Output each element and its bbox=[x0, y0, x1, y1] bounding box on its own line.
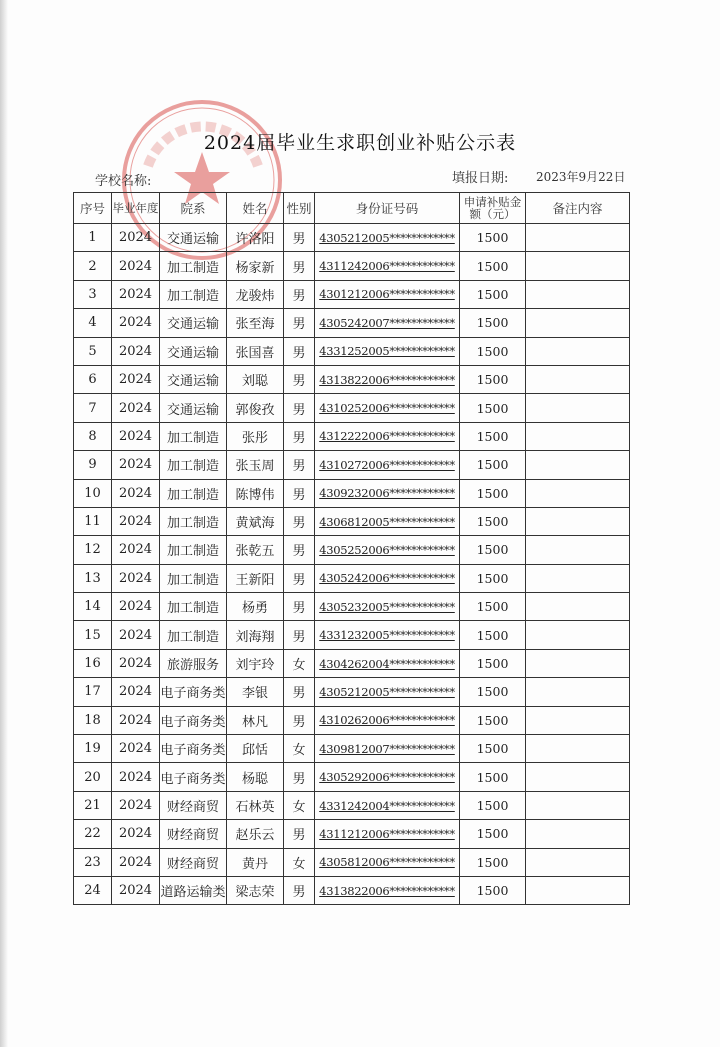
cell-name: 张彤 bbox=[227, 422, 284, 450]
cell-amount: 1500 bbox=[460, 876, 526, 904]
table-row bbox=[74, 649, 630, 677]
cell-amount: 1500 bbox=[460, 706, 526, 734]
cell-name: 许洛阳 bbox=[227, 224, 284, 252]
cell-no: 21 bbox=[74, 791, 112, 819]
cell-gender: 男 bbox=[284, 536, 315, 564]
table-row bbox=[74, 564, 630, 592]
table-header-row bbox=[74, 193, 630, 224]
cell-name: 林凡 bbox=[227, 706, 284, 734]
cell-id-number: 4305212005************ bbox=[315, 224, 460, 252]
cell-id-number: 4331242004************ bbox=[315, 791, 460, 819]
cell-dept: 加工制造 bbox=[160, 422, 227, 450]
cell-note bbox=[526, 593, 630, 621]
cell-note bbox=[526, 479, 630, 507]
cell-name: 石林英 bbox=[227, 791, 284, 819]
cell-amount: 1500 bbox=[460, 536, 526, 564]
cell-amount: 1500 bbox=[460, 479, 526, 507]
cell-id-number: 4313822006************ bbox=[315, 876, 460, 904]
cell-name: 杨聪 bbox=[227, 763, 284, 791]
cell-name: 张乾五 bbox=[227, 536, 284, 564]
cell-name: 王新阳 bbox=[227, 564, 284, 592]
cell-note bbox=[526, 422, 630, 450]
cell-no: 15 bbox=[74, 621, 112, 649]
cell-year: 2024 bbox=[112, 252, 160, 280]
cell-gender: 男 bbox=[284, 621, 315, 649]
cell-gender: 男 bbox=[284, 593, 315, 621]
cell-year: 2024 bbox=[112, 479, 160, 507]
cell-id-number: 4309812007************ bbox=[315, 735, 460, 763]
table-row bbox=[74, 422, 630, 450]
cell-dept: 加工制造 bbox=[160, 252, 227, 280]
cell-name: 张国喜 bbox=[227, 337, 284, 365]
cell-amount: 1500 bbox=[460, 791, 526, 819]
cell-gender: 男 bbox=[284, 763, 315, 791]
cell-dept: 道路运输类 bbox=[160, 876, 227, 904]
header-amount: 申请补贴金额（元） bbox=[460, 193, 526, 224]
cell-id-number: 4306812005************ bbox=[315, 507, 460, 535]
cell-year: 2024 bbox=[112, 848, 160, 876]
table-row bbox=[74, 507, 630, 535]
cell-gender: 男 bbox=[284, 507, 315, 535]
cell-note bbox=[526, 394, 630, 422]
cell-gender: 女 bbox=[284, 848, 315, 876]
cell-id-number: 4313822006************ bbox=[315, 365, 460, 393]
header-dept: 院系 bbox=[160, 193, 227, 224]
cell-id-number: 4305292006************ bbox=[315, 763, 460, 791]
cell-note bbox=[526, 649, 630, 677]
cell-no: 24 bbox=[74, 876, 112, 904]
cell-year: 2024 bbox=[112, 309, 160, 337]
cell-gender: 男 bbox=[284, 252, 315, 280]
cell-amount: 1500 bbox=[460, 252, 526, 280]
cell-gender: 男 bbox=[284, 820, 315, 848]
cell-name: 杨勇 bbox=[227, 593, 284, 621]
table-row bbox=[74, 365, 630, 393]
cell-note bbox=[526, 763, 630, 791]
cell-dept: 财经商贸 bbox=[160, 791, 227, 819]
cell-note bbox=[526, 507, 630, 535]
cell-year: 2024 bbox=[112, 365, 160, 393]
table-row bbox=[74, 706, 630, 734]
cell-amount: 1500 bbox=[460, 451, 526, 479]
cell-note bbox=[526, 791, 630, 819]
cell-year: 2024 bbox=[112, 593, 160, 621]
cell-name: 黄斌海 bbox=[227, 507, 284, 535]
cell-note bbox=[526, 848, 630, 876]
cell-name: 张至海 bbox=[227, 309, 284, 337]
cell-year: 2024 bbox=[112, 224, 160, 252]
cell-year: 2024 bbox=[112, 820, 160, 848]
cell-amount: 1500 bbox=[460, 337, 526, 365]
cell-dept: 加工制造 bbox=[160, 593, 227, 621]
cell-amount: 1500 bbox=[460, 621, 526, 649]
header-id-number: 身份证号码 bbox=[315, 193, 460, 224]
cell-no: 18 bbox=[74, 706, 112, 734]
cell-dept: 财经商贸 bbox=[160, 820, 227, 848]
cell-amount: 1500 bbox=[460, 763, 526, 791]
cell-gender: 男 bbox=[284, 564, 315, 592]
cell-dept: 加工制造 bbox=[160, 280, 227, 308]
table-row bbox=[74, 621, 630, 649]
cell-note bbox=[526, 280, 630, 308]
cell-name: 陈博伟 bbox=[227, 479, 284, 507]
cell-amount: 1500 bbox=[460, 394, 526, 422]
cell-year: 2024 bbox=[112, 706, 160, 734]
cell-dept: 电子商务类 bbox=[160, 706, 227, 734]
school-name-label: 学校名称: bbox=[95, 174, 152, 189]
cell-gender: 女 bbox=[284, 791, 315, 819]
cell-gender: 女 bbox=[284, 735, 315, 763]
cell-id-number: 4305242007************ bbox=[315, 309, 460, 337]
cell-no: 22 bbox=[74, 820, 112, 848]
cell-no: 20 bbox=[74, 763, 112, 791]
cell-dept: 交通运输 bbox=[160, 394, 227, 422]
cell-year: 2024 bbox=[112, 507, 160, 535]
cell-gender: 男 bbox=[284, 876, 315, 904]
table-row bbox=[74, 763, 630, 791]
cell-year: 2024 bbox=[112, 649, 160, 677]
table-row bbox=[74, 848, 630, 876]
cell-note bbox=[526, 564, 630, 592]
cell-no: 3 bbox=[74, 280, 112, 308]
cell-note bbox=[526, 224, 630, 252]
header-name: 姓名 bbox=[227, 193, 284, 224]
table-row bbox=[74, 337, 630, 365]
cell-gender: 男 bbox=[284, 365, 315, 393]
cell-note bbox=[526, 309, 630, 337]
subsidy-roster-table bbox=[73, 192, 630, 905]
scan-edge-shadow bbox=[0, 0, 8, 1047]
cell-no: 6 bbox=[74, 365, 112, 393]
table-row bbox=[74, 593, 630, 621]
fill-date-label: 填报日期: bbox=[452, 171, 509, 186]
cell-no: 19 bbox=[74, 735, 112, 763]
cell-year: 2024 bbox=[112, 337, 160, 365]
cell-id-number: 4331232005************ bbox=[315, 621, 460, 649]
cell-note bbox=[526, 621, 630, 649]
cell-gender: 男 bbox=[284, 451, 315, 479]
cell-name: 刘聪 bbox=[227, 365, 284, 393]
table-row bbox=[74, 451, 630, 479]
cell-gender: 男 bbox=[284, 394, 315, 422]
cell-no: 14 bbox=[74, 593, 112, 621]
cell-note bbox=[526, 820, 630, 848]
cell-no: 13 bbox=[74, 564, 112, 592]
cell-no: 10 bbox=[74, 479, 112, 507]
cell-no: 8 bbox=[74, 422, 112, 450]
table-row bbox=[74, 224, 630, 252]
cell-no: 11 bbox=[74, 507, 112, 535]
cell-id-number: 4305212005************ bbox=[315, 678, 460, 706]
cell-no: 16 bbox=[74, 649, 112, 677]
cell-dept: 加工制造 bbox=[160, 621, 227, 649]
cell-note bbox=[526, 252, 630, 280]
cell-gender: 女 bbox=[284, 649, 315, 677]
cell-amount: 1500 bbox=[460, 564, 526, 592]
table-row bbox=[74, 280, 630, 308]
cell-no: 23 bbox=[74, 848, 112, 876]
cell-dept: 交通运输 bbox=[160, 224, 227, 252]
cell-gender: 男 bbox=[284, 224, 315, 252]
cell-id-number: 4310262006************ bbox=[315, 706, 460, 734]
cell-year: 2024 bbox=[112, 763, 160, 791]
cell-year: 2024 bbox=[112, 280, 160, 308]
cell-dept: 旅游服务 bbox=[160, 649, 227, 677]
header-year: 毕业年度 bbox=[112, 193, 160, 224]
cell-dept: 电子商务类 bbox=[160, 678, 227, 706]
cell-amount: 1500 bbox=[460, 735, 526, 763]
cell-year: 2024 bbox=[112, 394, 160, 422]
cell-amount: 1500 bbox=[460, 422, 526, 450]
cell-year: 2024 bbox=[112, 678, 160, 706]
cell-note bbox=[526, 678, 630, 706]
cell-gender: 男 bbox=[284, 280, 315, 308]
cell-dept: 交通运输 bbox=[160, 365, 227, 393]
cell-id-number: 4331252005************ bbox=[315, 337, 460, 365]
header-note: 备注内容 bbox=[526, 193, 630, 224]
cell-id-number: 4310252006************ bbox=[315, 394, 460, 422]
header-gender: 性别 bbox=[284, 193, 315, 224]
cell-no: 17 bbox=[74, 678, 112, 706]
cell-note bbox=[526, 706, 630, 734]
cell-note bbox=[526, 365, 630, 393]
cell-name: 郭俊孜 bbox=[227, 394, 284, 422]
header-no: 序号 bbox=[74, 193, 112, 224]
cell-note bbox=[526, 735, 630, 763]
table-body bbox=[74, 224, 630, 905]
cell-year: 2024 bbox=[112, 735, 160, 763]
cell-year: 2024 bbox=[112, 564, 160, 592]
table-row bbox=[74, 252, 630, 280]
cell-dept: 财经商贸 bbox=[160, 848, 227, 876]
cell-id-number: 4311242006************ bbox=[315, 252, 460, 280]
table-row bbox=[74, 876, 630, 904]
cell-id-number: 4304262004************ bbox=[315, 649, 460, 677]
cell-id-number: 4305812006************ bbox=[315, 848, 460, 876]
cell-no: 1 bbox=[74, 224, 112, 252]
cell-name: 李银 bbox=[227, 678, 284, 706]
cell-name: 邱恬 bbox=[227, 735, 284, 763]
cell-dept: 交通运输 bbox=[160, 309, 227, 337]
cell-year: 2024 bbox=[112, 422, 160, 450]
cell-dept: 加工制造 bbox=[160, 507, 227, 535]
cell-id-number: 4311212006************ bbox=[315, 820, 460, 848]
cell-dept: 加工制造 bbox=[160, 564, 227, 592]
cell-amount: 1500 bbox=[460, 365, 526, 393]
cell-year: 2024 bbox=[112, 451, 160, 479]
cell-name: 梁志荣 bbox=[227, 876, 284, 904]
document-title: 2024届毕业生求职创业补贴公示表 bbox=[203, 132, 517, 154]
cell-amount: 1500 bbox=[460, 280, 526, 308]
cell-id-number: 4305252006************ bbox=[315, 536, 460, 564]
cell-amount: 1500 bbox=[460, 593, 526, 621]
cell-no: 2 bbox=[74, 252, 112, 280]
cell-gender: 男 bbox=[284, 479, 315, 507]
cell-id-number: 4310272006************ bbox=[315, 451, 460, 479]
cell-year: 2024 bbox=[112, 791, 160, 819]
cell-amount: 1500 bbox=[460, 649, 526, 677]
cell-note bbox=[526, 451, 630, 479]
cell-no: 12 bbox=[74, 536, 112, 564]
cell-no: 4 bbox=[74, 309, 112, 337]
table-row bbox=[74, 735, 630, 763]
table-row bbox=[74, 394, 630, 422]
cell-amount: 1500 bbox=[460, 309, 526, 337]
cell-name: 龙骏炜 bbox=[227, 280, 284, 308]
cell-name: 刘海翔 bbox=[227, 621, 284, 649]
cell-year: 2024 bbox=[112, 536, 160, 564]
table-row bbox=[74, 536, 630, 564]
cell-no: 9 bbox=[74, 451, 112, 479]
cell-year: 2024 bbox=[112, 876, 160, 904]
cell-gender: 男 bbox=[284, 706, 315, 734]
cell-year: 2024 bbox=[112, 621, 160, 649]
cell-gender: 男 bbox=[284, 309, 315, 337]
cell-amount: 1500 bbox=[460, 820, 526, 848]
cell-name: 杨家新 bbox=[227, 252, 284, 280]
cell-dept: 电子商务类 bbox=[160, 763, 227, 791]
table-row bbox=[74, 678, 630, 706]
cell-dept: 加工制造 bbox=[160, 479, 227, 507]
cell-dept: 加工制造 bbox=[160, 451, 227, 479]
cell-name: 张玉周 bbox=[227, 451, 284, 479]
table-row bbox=[74, 479, 630, 507]
cell-name: 黄丹 bbox=[227, 848, 284, 876]
cell-amount: 1500 bbox=[460, 224, 526, 252]
table-row bbox=[74, 820, 630, 848]
cell-id-number: 4305232005************ bbox=[315, 593, 460, 621]
cell-id-number: 4309232006************ bbox=[315, 479, 460, 507]
table-row bbox=[74, 791, 630, 819]
cell-amount: 1500 bbox=[460, 507, 526, 535]
cell-gender: 男 bbox=[284, 678, 315, 706]
fill-date-value: 2023年9月22日 bbox=[536, 170, 626, 184]
cell-id-number: 4305242006************ bbox=[315, 564, 460, 592]
cell-dept: 电子商务类 bbox=[160, 735, 227, 763]
cell-name: 赵乐云 bbox=[227, 820, 284, 848]
cell-id-number: 4301212006************ bbox=[315, 280, 460, 308]
cell-gender: 男 bbox=[284, 422, 315, 450]
cell-name: 刘宇玲 bbox=[227, 649, 284, 677]
cell-amount: 1500 bbox=[460, 678, 526, 706]
cell-no: 7 bbox=[74, 394, 112, 422]
cell-note bbox=[526, 536, 630, 564]
cell-amount: 1500 bbox=[460, 848, 526, 876]
cell-gender: 男 bbox=[284, 337, 315, 365]
cell-note bbox=[526, 337, 630, 365]
cell-dept: 交通运输 bbox=[160, 337, 227, 365]
cell-id-number: 4312222006************ bbox=[315, 422, 460, 450]
cell-no: 5 bbox=[74, 337, 112, 365]
table-row bbox=[74, 309, 630, 337]
cell-note bbox=[526, 876, 630, 904]
cell-dept: 加工制造 bbox=[160, 536, 227, 564]
